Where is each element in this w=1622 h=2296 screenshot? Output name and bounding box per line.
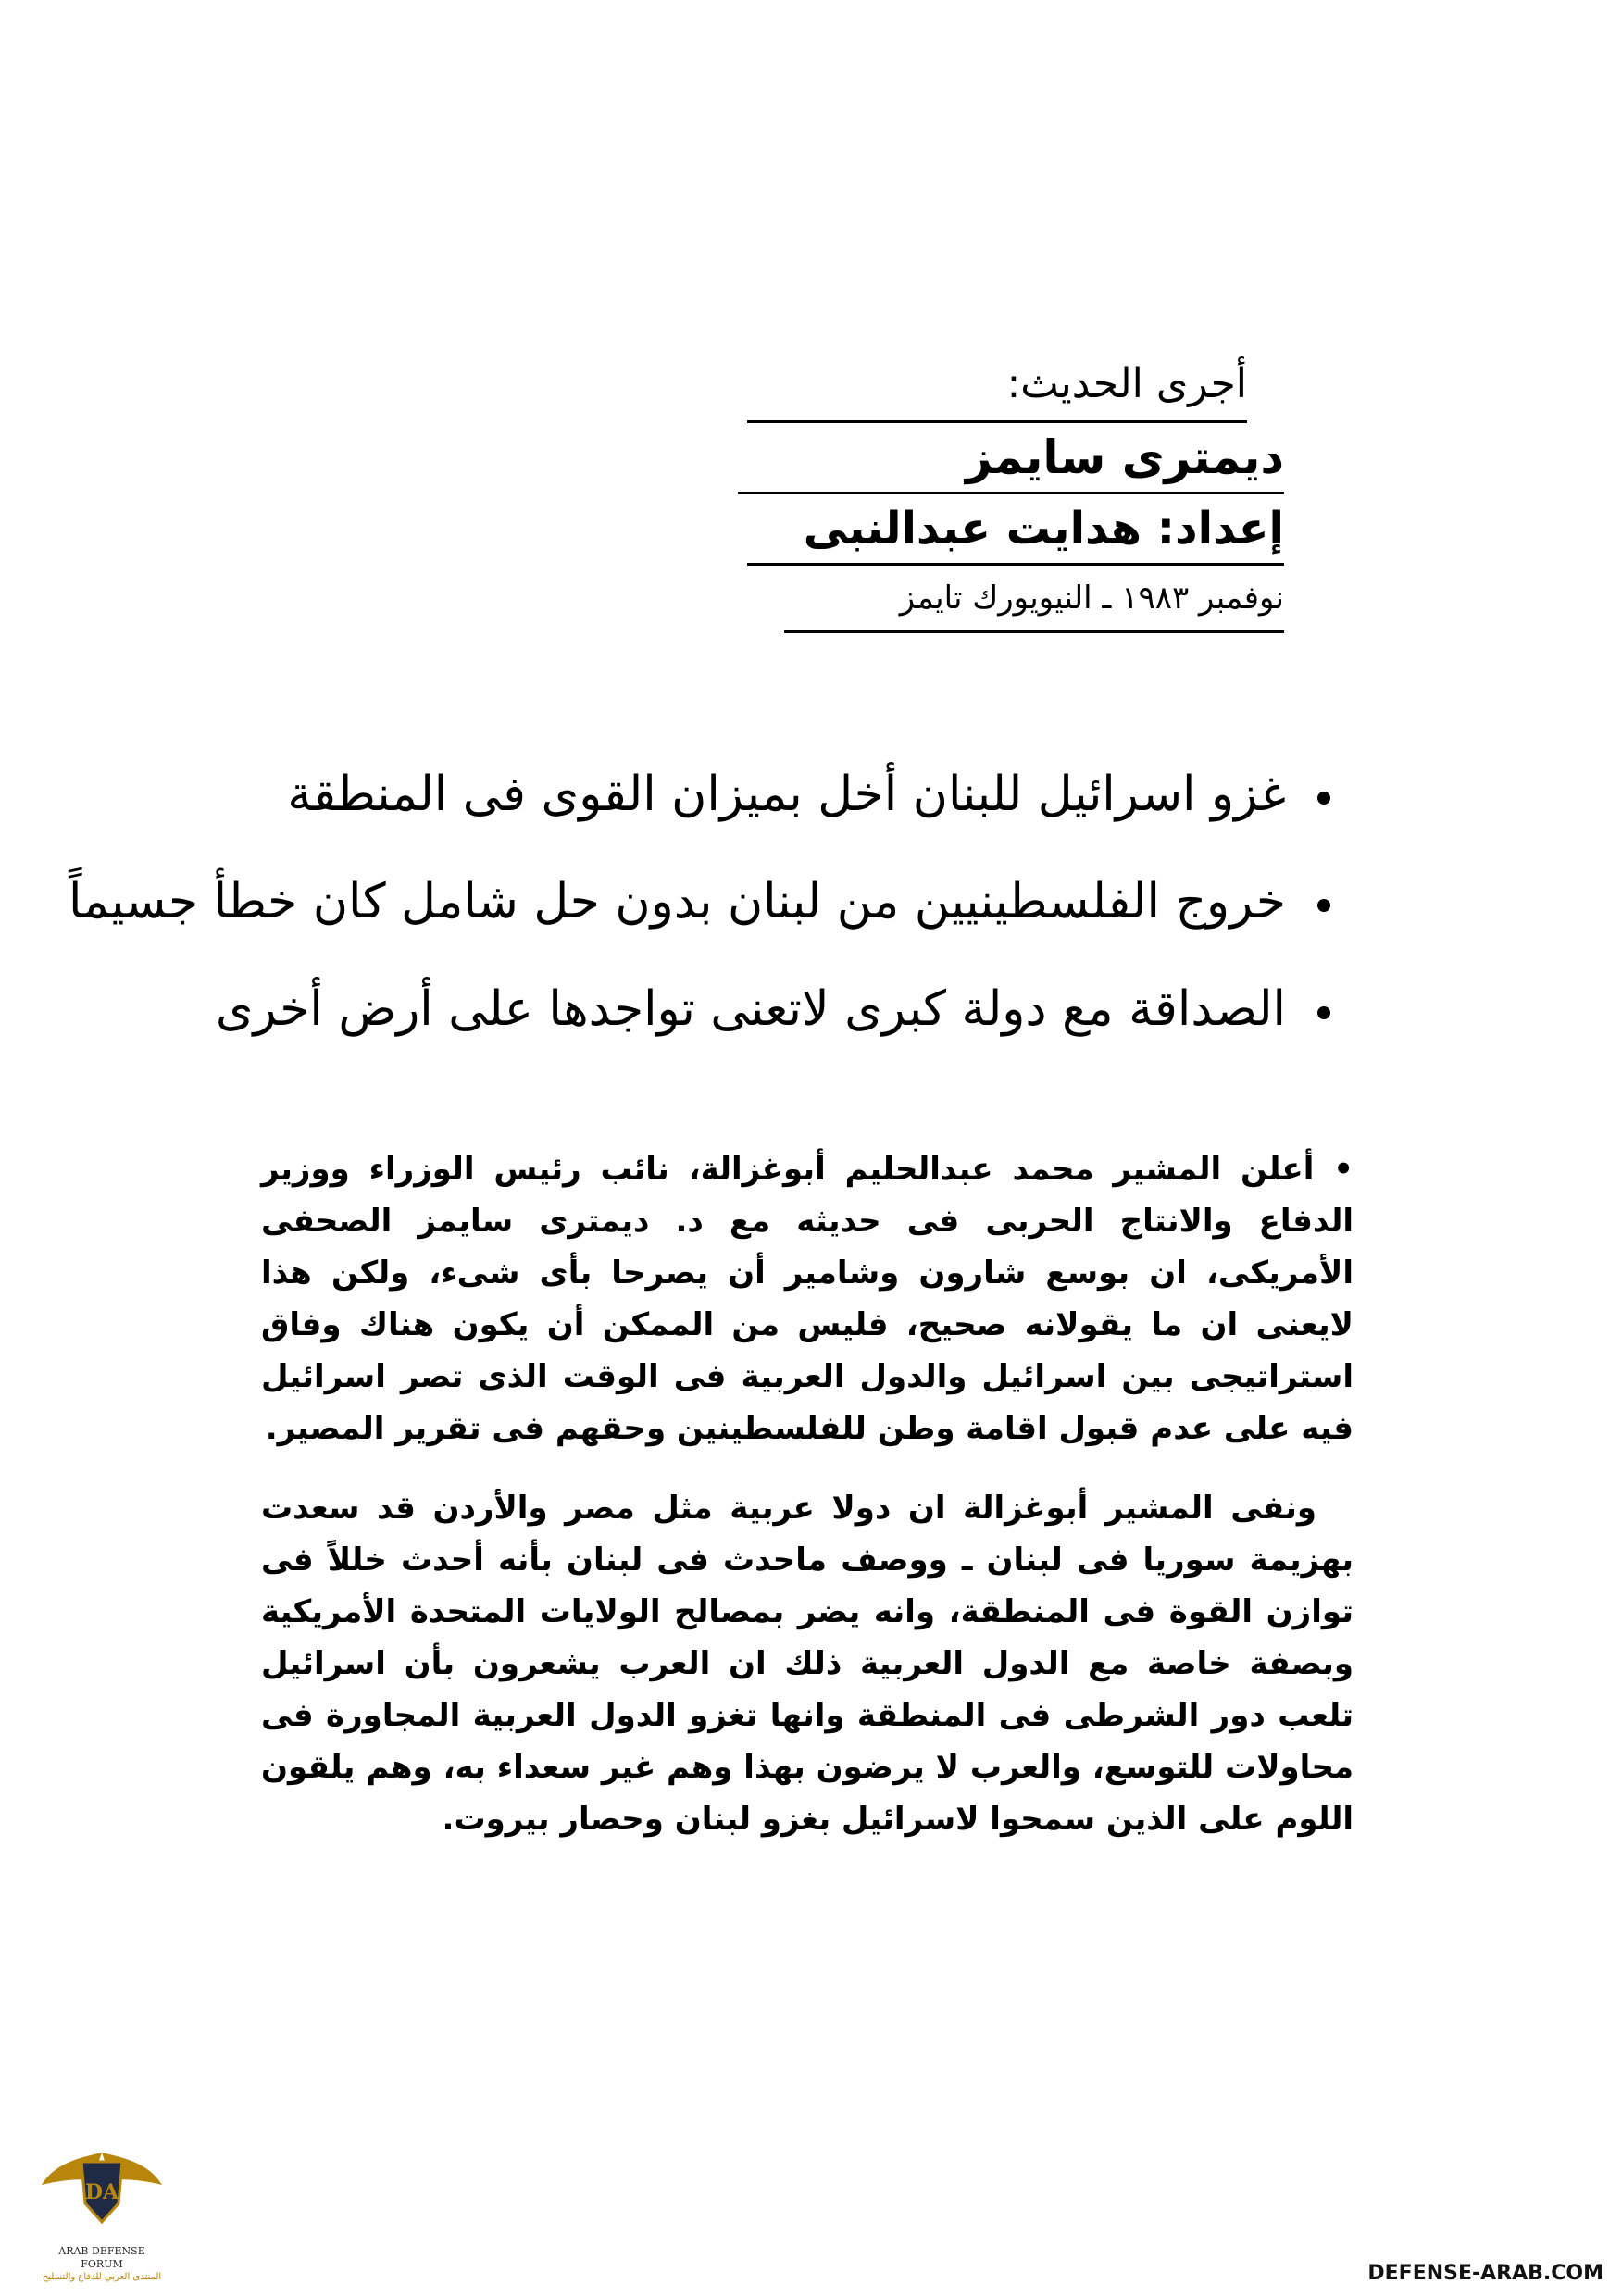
highlights-list — [69, 741, 1330, 1063]
highlight-text: الصداقة مع دولة كبرى لاتعنى تواجدها على أرض أخرى — [215, 981, 1286, 1037]
highlight-text: غزو اسرائيل للبنان أخل بميزان القوى فى المنطقة — [287, 767, 1286, 822]
article-body — [261, 1143, 1354, 1873]
body-paragraph — [261, 1143, 1354, 1454]
logo-caption — [37, 2245, 167, 2284]
logo-letters: DA — [84, 2180, 119, 2204]
bullet-icon: • — [1314, 1151, 1354, 1188]
highlight-item — [69, 848, 1330, 955]
bullet-icon — [1317, 899, 1330, 912]
conducted-by-label: أجرى الحديث: — [747, 352, 1247, 423]
source-line: نوفمبر ١٩٨٣ ـ النيويورك تايمز — [784, 566, 1284, 633]
paragraph-text: أعلن المشير محمد عبدالحليم أبوغزالة، نائب رئيس الوزراء ووزير الدفاع والانتاج الحربى فى حديثه مع د. ديمترى سايمز الصحفى الأمريكى، ان بوسع شارون وشامير أن يصرحا بأى شىء، ولكن هذا لايعنى ان ما يقولانه صحيح، فليس من الممكن أن يكون هناك وفاق استراتيجى بين اسرائيل والدول العربية فى الوقت الذى تصر اسرائيل فيه على عدم قبول اقامة وطن للفلسطينين وحقهم فى تقرير المصير. — [261, 1151, 1354, 1447]
prepared-by-line: إعداد: هدايت عبدالنبى — [747, 494, 1284, 566]
logo-name-ar: المنتدى العربي للدفاع والتسليح — [42, 2272, 162, 2282]
eagle-shield-icon — [37, 2134, 167, 2245]
forum-logo — [37, 2134, 167, 2296]
bullet-icon — [1317, 792, 1330, 805]
highlight-text: خروج الفلسطينيين من لبنان بدون حل شامل كان خطأ جسيماً — [69, 874, 1286, 930]
logo-name-en: ARAB DEFENSE FORUM — [58, 2245, 145, 2270]
article-header — [636, 352, 1284, 633]
highlight-item — [215, 955, 1330, 1063]
site-url: DEFENSE-ARAB.COM — [1367, 2262, 1603, 2285]
highlight-item — [266, 741, 1330, 848]
bullet-icon — [1317, 1006, 1330, 1019]
author-name: ديمترى سايمز — [738, 423, 1284, 494]
body-paragraph: ونفى المشير أبوغزالة ان دولا عربية مثل مصر والأردن قد سعدت بهزيمة سوريا فى لبنان ـ ووصف ماحدث فى لبنان بأنه أحدث خللاً فى توازن القوة فى المنطقة، وانه يضر بمصالح الولايات المتحدة الأمريكية وبصفة خاصة مع الدول العربية ذلك ان العرب يشعرون بأن اسرائيل تلعب دور الشرطى فى المنطقة وانها تغزو الدول العربية المجاورة فى محاولات للتوسع، والعرب لا يرضون بهذا وهم غير سعداء به، وهم يلقون اللوم على الذين سمحوا لاسرائيل بغزو لبنان وحصار بيروت. — [261, 1490, 1354, 1838]
